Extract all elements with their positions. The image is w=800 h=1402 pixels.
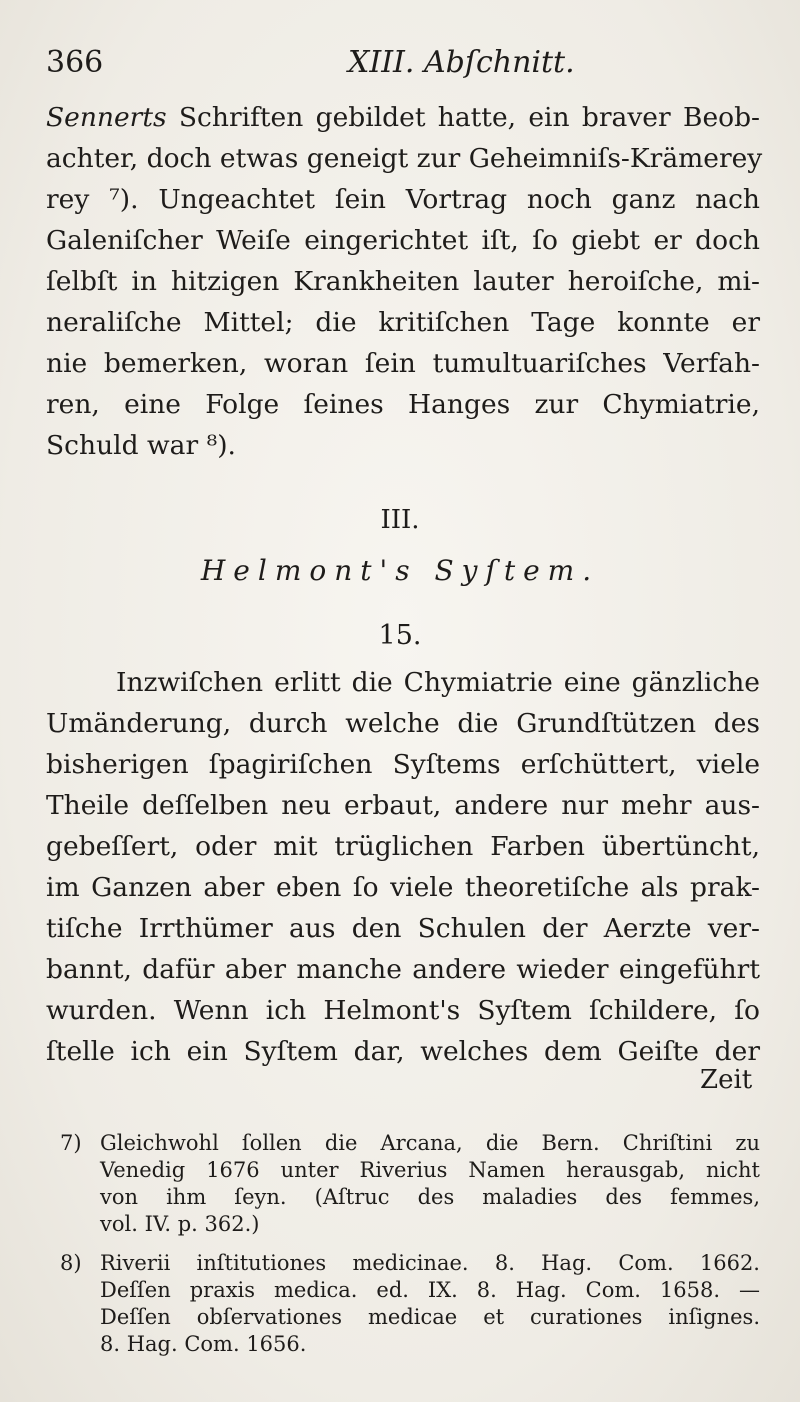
running-title: XIII. Abſchnitt. [348, 45, 575, 80]
text-line: wurden. Wenn ich Helmont's Syſtem ſchildere, ſo [46, 995, 760, 1026]
text-line: Sennerts Schriften gebildet hatte, ein braver Beob- [46, 102, 760, 133]
text-line: ren, eine Folge ſeines Hanges zur Chymiatrie, [46, 389, 760, 420]
text-line: im Ganzen aber eben ſo viele theoretiſche als prak- [46, 872, 760, 903]
footnote-mark: 7) [60, 1131, 82, 1155]
page-header [46, 38, 756, 88]
footnote-line: vol. IV. p. 362.) [100, 1212, 260, 1236]
text-line: Umänderung, durch welche die Grundſtützen des [46, 708, 760, 739]
footnotes [60, 1130, 760, 1370]
text-line: nie bemerken, woran ſein tumultuariſches Verfah- [46, 348, 760, 379]
footnote-line: Deſſen praxis medica. ed. IX. 8. Hag. Com. 1658. — [100, 1278, 760, 1302]
footnote-line: Venedig 1676 unter Riverius Namen herausgab, nicht [100, 1158, 760, 1182]
footnote-line: von ihm ſeyn. (Aſtruc des maladies des femmes, [100, 1185, 760, 1209]
catchword: Zeit [700, 1065, 753, 1095]
body-text-bottom [46, 662, 760, 1072]
footnote-line: Deſſen obſervationes medicae et curationes inſignes. [100, 1305, 760, 1329]
footnote-line: Gleichwohl ſollen die Arcana, die Bern. Chriſtini zu [100, 1131, 760, 1155]
text-line: neraliſche Mittel; die kritiſchen Tage konnte er [46, 307, 760, 338]
text-line: bannt, dafür aber manche andere wieder eingeführt [46, 954, 760, 985]
text-line: gebeſſert, oder mit trüglichen Farben übertüncht, [46, 831, 760, 862]
section-number: III. [380, 505, 420, 535]
footnote-line: Riverii inſtitutiones medicinae. 8. Hag. Com. 1662. [100, 1251, 760, 1275]
text-line: achter, doch etwas geneigt zur Geheimniſs-Krämerey [46, 143, 763, 174]
text-line: Inzwiſchen erlitt die Chymiatrie eine gänzliche [116, 667, 760, 698]
text-line: rey ⁷). Ungeachtet ſein Vortrag noch ganz nach [46, 184, 760, 215]
author-name: Sennerts [46, 102, 167, 133]
footnote-8 [60, 1250, 760, 1358]
text-line: tiſche Irrthümer aus den Schulen der Aerzte ver- [46, 913, 760, 944]
text-line: ſelbſt in hitzigen Krankheiten lauter heroiſche, mi- [46, 266, 760, 297]
paragraph-number: 15. [378, 620, 422, 651]
page-number: 366 [46, 45, 104, 80]
text-line: ſtelle ich ein Syſtem dar, welches dem Geiſte der [46, 1036, 760, 1067]
footnote-mark: 8) [60, 1251, 82, 1275]
text-line: bisherigen ſpagiriſchen Syſtems erſchüttert, viele [46, 749, 760, 780]
section-title: Helmont's Syſtem. [200, 554, 600, 587]
text-line: Galeniſcher Weiſe eingerichtet iſt, ſo giebt er doch [46, 225, 760, 256]
body-text-top [46, 97, 763, 466]
footnote-line: 8. Hag. Com. 1656. [100, 1332, 307, 1356]
text-line: Schuld war ⁸). [46, 430, 236, 461]
footnote-7 [60, 1130, 760, 1238]
text-line: Theile deſſelben neu erbaut, andere nur mehr aus- [46, 790, 760, 821]
